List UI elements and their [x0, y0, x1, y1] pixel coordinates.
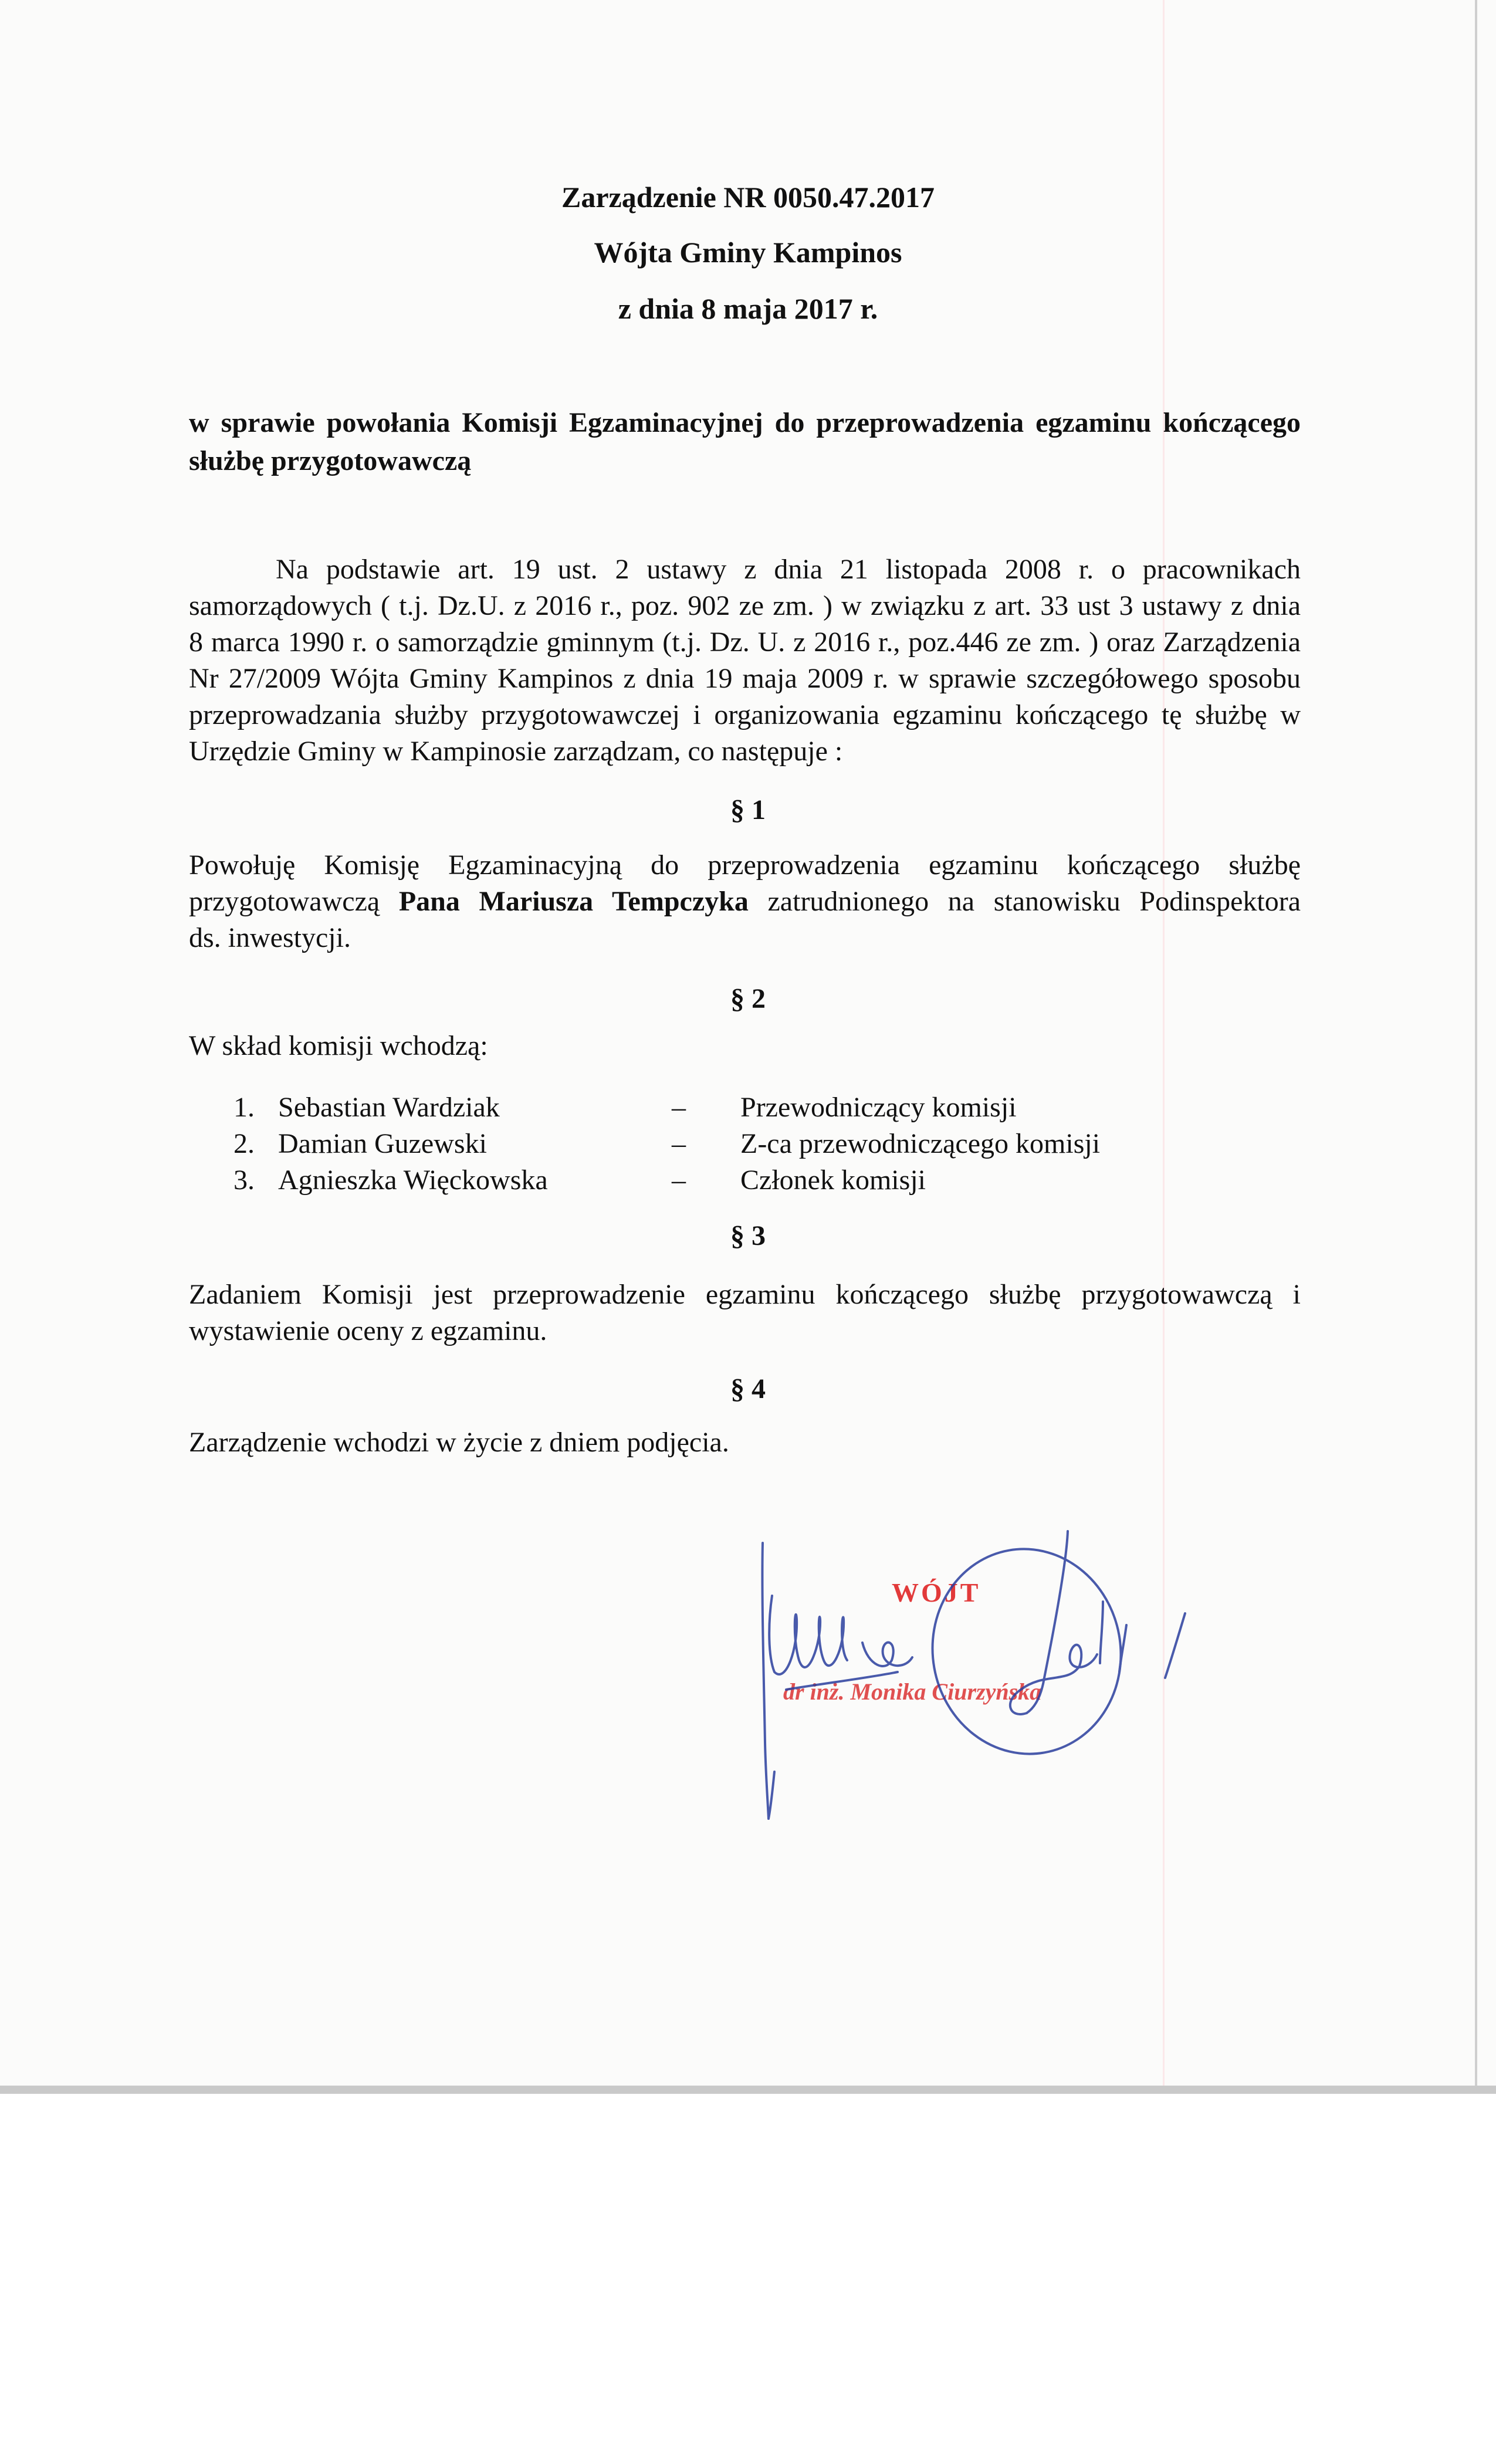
stamp-title: WÓJT [892, 1578, 981, 1607]
signature [751, 1525, 1220, 1854]
scan-edge [1475, 0, 1477, 2086]
scanned-page: Zarządzenie NR 0050.47.2017 Wójta Gminy Kampinos z dnia 8 maja 2017 r. w sprawie powołania Komisji Egzaminacyjnej do przeprowadzenia egzaminu kończącego służbę przygotowawczą Na podstawie art. 19 ust. 2 ustawy z dnia 21 listopada 2008 r. o pracownikach samorządowych ( t.j. Dz.U. z 2016 r., poz. 902 ze zm. ) w związku z art. 33 ust 3 ustawy z dnia 8 marca 1990 r. o samorządzie gminnym (t.j. Dz. U. z 2016 r., poz.446 ze zm. ) oraz Zarządzenia Nr 27/2009 Wójta Gminy Kampinos z dnia 19 maja 2009 r. w sprawie szczegółowego sposobu przeprowadzania służby przygotowawczej i organizowania egzaminu kończącego tę służbę w Urzędzie Gminy w Kampinosie zarządzam, co następuje : § 1 Powołuję Komisję Egzaminacyjną do przeprowadzenia egzaminu kończącego służbę przygotowawczą Pana Mariusza Tempczyka zatrudnionego na stanowisku Podinspektora ds. inwestycji. § 2 W skład komisji wchodzą: 1. Sebastian Wardziak – Przewodniczący komisji 2. Damian Guzewski – Z-ca przewodniczącego komisji 3. Agnieszka Więckowska – Członek komisji § 3 Zadaniem Komisji jest przeprowadzenie egzaminu kończącego służbę przygotowawczą i wystawienie oceny z egzaminu. § 4 Zarządzenie wchodzi w życie z dniem podjęcia. WÓJT dr inż. Monika Ciurzyńska [0, 0, 1496, 2086]
section-1-line: przygotowawczą Pana Mariusza Tempczyka zatrudnionego na stanowisku Podinspektora [189, 886, 1301, 917]
member-role: Z-ca przewodniczącego komisji [740, 1128, 1101, 1159]
preamble-line: przeprowadzania służby przygotowawczej i organizowania egzaminu kończącego tę służbę w [189, 699, 1301, 730]
preamble-line: Nr 27/2009 Wójta Gminy Kampinos z dnia 19 maja 2009 r. w sprawie szczegółowego sposobu [189, 663, 1301, 694]
section-3-line: Zadaniem Komisji jest przeprowadzenie egzaminu kończącego służbę przygotowawczą i [189, 1279, 1301, 1310]
section-3-line: wystawienie oceny z egzaminu. [189, 1315, 547, 1346]
member-name: Agnieszka Więckowska [278, 1165, 548, 1196]
section-1-line: Powołuję Komisję Egzaminacyjną do przeprowadzenia egzaminu kończącego służbę [189, 849, 1301, 881]
preamble-line: Urzędzie Gminy w Kampinosie zarządzam, co następuje : [189, 736, 843, 767]
committee-intro: W skład komisji wchodzą: [189, 1030, 488, 1061]
document-date: z dnia 8 maja 2017 r. [618, 292, 878, 325]
preamble-line: samorządowych ( t.j. Dz.U. z 2016 r., poz. 902 ze zm. ) w związku z art. 33 ust 3 ustawy z dnia [189, 590, 1301, 621]
preamble-line: Na podstawie art. 19 ust. 2 ustawy z dnia 21 listopada 2008 r. o pracownikach [276, 554, 1301, 585]
member-role: Przewodniczący komisji [740, 1092, 1017, 1123]
subject-line-1: w sprawie powołania Komisji Egzaminacyjnej do przeprowadzenia egzaminu kończącego [189, 407, 1301, 438]
member-role: Członek komisji [740, 1165, 926, 1196]
section-3-heading: § 3 [730, 1220, 766, 1251]
document-issuer: Wójta Gminy Kampinos [594, 236, 902, 269]
member-name: Sebastian Wardziak [278, 1092, 500, 1123]
document-title: Zarządzenie NR 0050.47.2017 [561, 181, 935, 214]
member-name: Damian Guzewski [278, 1128, 487, 1159]
section-4-heading: § 4 [730, 1373, 766, 1404]
stamp-name: dr inż. Monika Ciurzyńska [783, 1678, 1042, 1705]
preamble-line: 8 marca 1990 r. o samorządzie gminnym (t.j. Dz. U. z 2016 r., poz.446 ze zm. ) oraz Zarządzenia [189, 627, 1301, 658]
employee-name: Pana Mariusza Tempczyka [398, 886, 749, 917]
section-2-heading: § 2 [730, 983, 766, 1014]
section-1-heading: § 1 [730, 794, 766, 825]
section-4-line: Zarządzenie wchodzi w życie z dniem podjęcia. [189, 1427, 729, 1458]
subject-line-2: służbę przygotowawczą [189, 445, 472, 476]
section-1-line: ds. inwestycji. [189, 922, 351, 953]
scan-bottom-edge [0, 2086, 1496, 2094]
